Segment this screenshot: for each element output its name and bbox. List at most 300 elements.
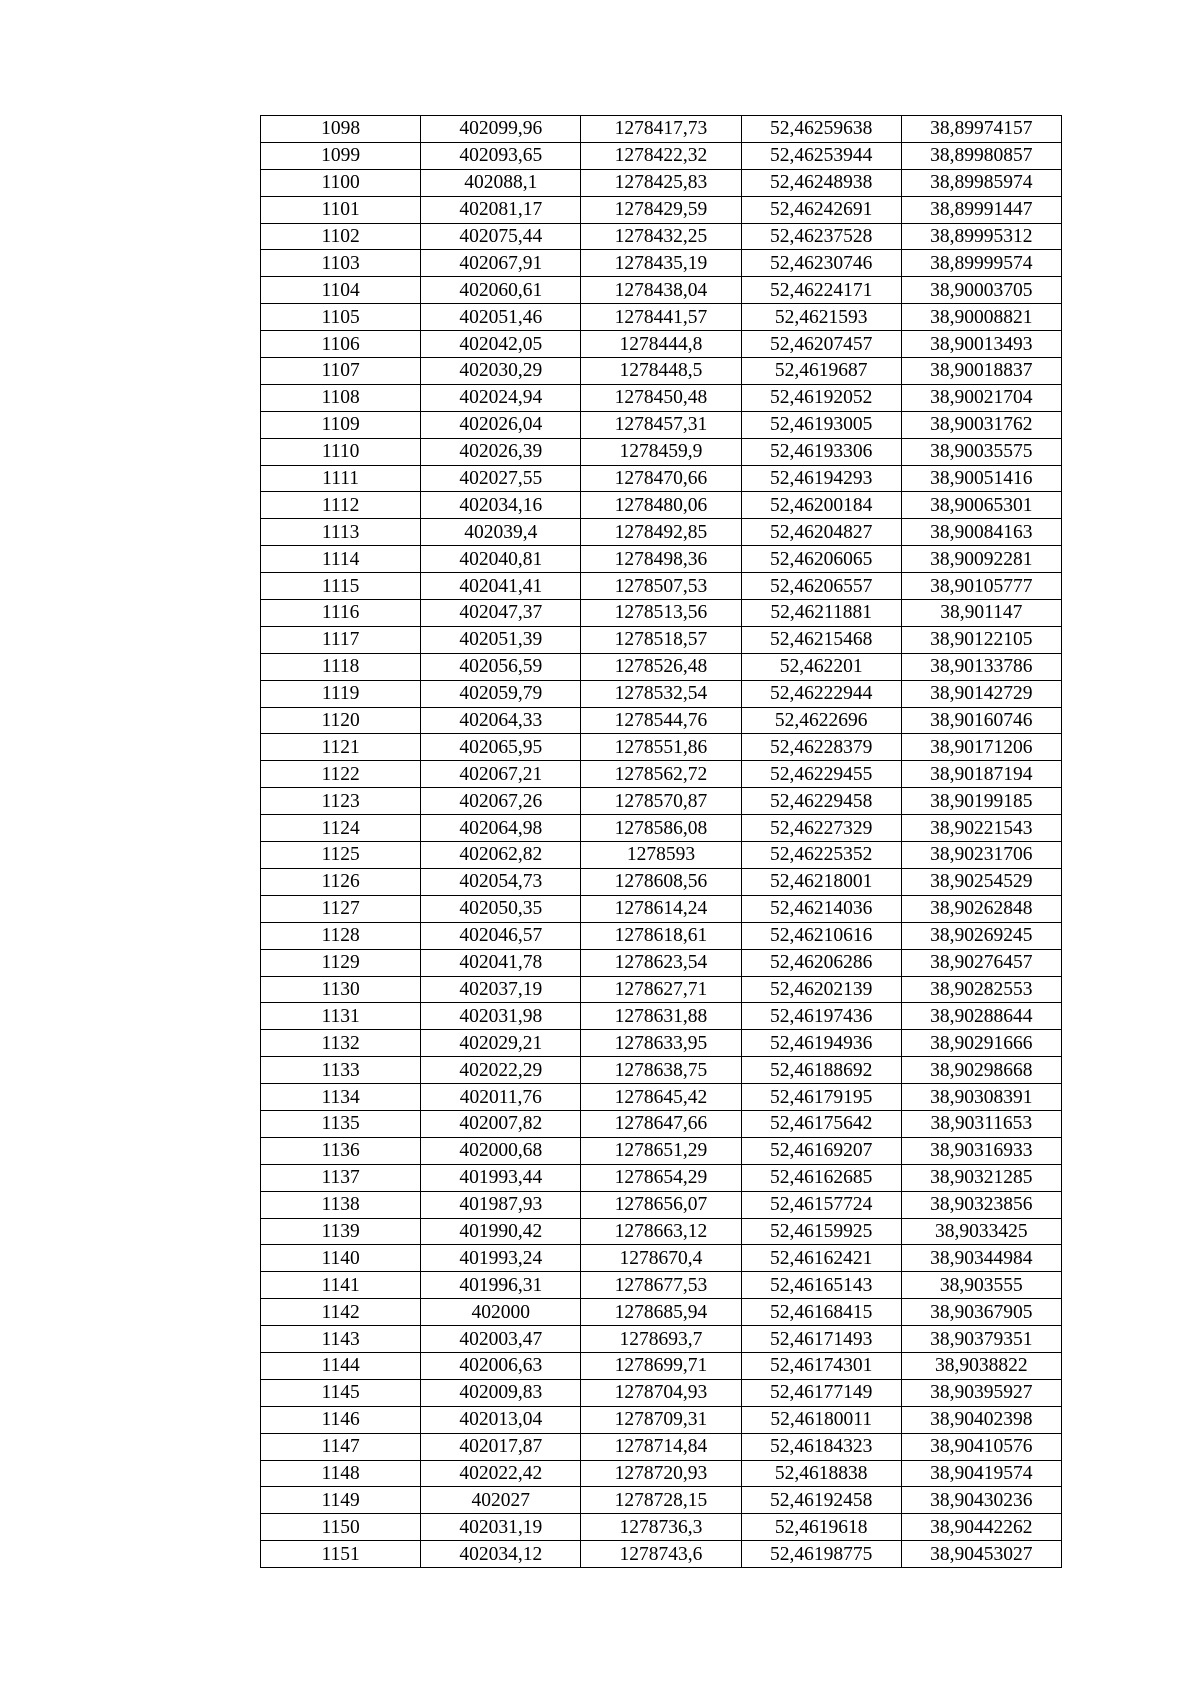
point-number-cell: 1129 [261,949,421,976]
table-row [261,1218,1062,1245]
x-coordinate-cell: 402064,33 [421,707,581,734]
x-coordinate-cell: 402056,59 [421,653,581,680]
latitude-cell: 52,46171493 [741,1326,901,1353]
y-coordinate-cell: 1278444,8 [581,331,741,358]
y-coordinate-cell: 1278570,87 [581,788,741,815]
table-row [261,1406,1062,1433]
longitude-cell: 38,90008821 [901,304,1061,331]
longitude-cell: 38,90453027 [901,1541,1061,1568]
longitude-cell: 38,90231706 [901,842,1061,869]
table-row [261,1030,1062,1057]
table-row [261,1433,1062,1460]
y-coordinate-cell: 1278685,94 [581,1299,741,1326]
x-coordinate-cell: 402030,29 [421,358,581,385]
x-coordinate-cell: 402011,76 [421,1084,581,1111]
point-number-cell: 1150 [261,1514,421,1541]
table-row [261,1460,1062,1487]
table-row [261,438,1062,465]
x-coordinate-cell: 402037,19 [421,976,581,1003]
point-number-cell: 1151 [261,1541,421,1568]
table-row [261,116,1062,143]
table-row [261,358,1062,385]
y-coordinate-cell: 1278647,66 [581,1110,741,1137]
table-row [261,1164,1062,1191]
longitude-cell: 38,90031762 [901,411,1061,438]
latitude-cell: 52,46194936 [741,1030,901,1057]
latitude-cell: 52,46253944 [741,142,901,169]
longitude-cell: 38,90419574 [901,1460,1061,1487]
latitude-cell: 52,46200184 [741,492,901,519]
longitude-cell: 38,90142729 [901,680,1061,707]
x-coordinate-cell: 402088,1 [421,169,581,196]
table-row [261,734,1062,761]
latitude-cell: 52,46206286 [741,949,901,976]
longitude-cell: 38,90254529 [901,868,1061,895]
table-row [261,1487,1062,1514]
latitude-cell: 52,46179195 [741,1084,901,1111]
latitude-cell: 52,46224171 [741,277,901,304]
longitude-cell: 38,90003705 [901,277,1061,304]
latitude-cell: 52,46175642 [741,1110,901,1137]
latitude-cell: 52,46237528 [741,223,901,250]
point-number-cell: 1120 [261,707,421,734]
point-number-cell: 1133 [261,1057,421,1084]
y-coordinate-cell: 1278623,54 [581,949,741,976]
x-coordinate-cell: 401993,24 [421,1245,581,1272]
latitude-cell: 52,46225352 [741,842,901,869]
latitude-cell: 52,46202139 [741,976,901,1003]
longitude-cell: 38,90035575 [901,438,1061,465]
latitude-cell: 52,46218001 [741,868,901,895]
y-coordinate-cell: 1278645,42 [581,1084,741,1111]
x-coordinate-cell: 401993,44 [421,1164,581,1191]
table-row [261,626,1062,653]
y-coordinate-cell: 1278728,15 [581,1487,741,1514]
x-coordinate-cell: 401987,93 [421,1191,581,1218]
table-row [261,815,1062,842]
coordinates-table-body [261,116,1062,1568]
table-row [261,1245,1062,1272]
x-coordinate-cell: 402060,61 [421,277,581,304]
latitude-cell: 52,46210616 [741,922,901,949]
point-number-cell: 1103 [261,250,421,277]
latitude-cell: 52,46229455 [741,761,901,788]
table-row [261,842,1062,869]
y-coordinate-cell: 1278432,25 [581,223,741,250]
latitude-cell: 52,462201 [741,653,901,680]
table-row [261,1191,1062,1218]
latitude-cell: 52,46242691 [741,196,901,223]
longitude-cell: 38,90410576 [901,1433,1061,1460]
longitude-cell: 38,90199185 [901,788,1061,815]
table-row [261,492,1062,519]
x-coordinate-cell: 402047,37 [421,600,581,627]
table-row [261,922,1062,949]
longitude-cell: 38,90276457 [901,949,1061,976]
point-number-cell: 1124 [261,815,421,842]
y-coordinate-cell: 1278693,7 [581,1326,741,1353]
y-coordinate-cell: 1278417,73 [581,116,741,143]
x-coordinate-cell: 402031,19 [421,1514,581,1541]
x-coordinate-cell: 402042,05 [421,331,581,358]
x-coordinate-cell: 402099,96 [421,116,581,143]
longitude-cell: 38,90092281 [901,546,1061,573]
y-coordinate-cell: 1278677,53 [581,1272,741,1299]
latitude-cell: 52,46227329 [741,815,901,842]
point-number-cell: 1114 [261,546,421,573]
point-number-cell: 1137 [261,1164,421,1191]
y-coordinate-cell: 1278720,93 [581,1460,741,1487]
x-coordinate-cell: 402007,82 [421,1110,581,1137]
point-number-cell: 1147 [261,1433,421,1460]
table-row [261,895,1062,922]
latitude-cell: 52,46177149 [741,1379,901,1406]
latitude-cell: 52,46193005 [741,411,901,438]
longitude-cell: 38,90308391 [901,1084,1061,1111]
point-number-cell: 1146 [261,1406,421,1433]
x-coordinate-cell: 402067,91 [421,250,581,277]
longitude-cell: 38,90018837 [901,358,1061,385]
longitude-cell: 38,89980857 [901,142,1061,169]
table-row [261,1110,1062,1137]
y-coordinate-cell: 1278532,54 [581,680,741,707]
latitude-cell: 52,46184323 [741,1433,901,1460]
y-coordinate-cell: 1278714,84 [581,1433,741,1460]
longitude-cell: 38,90171206 [901,734,1061,761]
x-coordinate-cell: 402031,98 [421,1003,581,1030]
point-number-cell: 1106 [261,331,421,358]
longitude-cell: 38,90105777 [901,573,1061,600]
x-coordinate-cell: 402029,21 [421,1030,581,1057]
point-number-cell: 1144 [261,1352,421,1379]
table-row [261,573,1062,600]
point-number-cell: 1126 [261,868,421,895]
latitude-cell: 52,46198775 [741,1541,901,1568]
longitude-cell: 38,90379351 [901,1326,1061,1353]
longitude-cell: 38,90051416 [901,465,1061,492]
y-coordinate-cell: 1278544,76 [581,707,741,734]
x-coordinate-cell: 402034,12 [421,1541,581,1568]
longitude-cell: 38,90344984 [901,1245,1061,1272]
table-row [261,1541,1062,1568]
longitude-cell: 38,90316933 [901,1137,1061,1164]
latitude-cell: 52,46229458 [741,788,901,815]
latitude-cell: 52,46248938 [741,169,901,196]
y-coordinate-cell: 1278608,56 [581,868,741,895]
y-coordinate-cell: 1278438,04 [581,277,741,304]
point-number-cell: 1104 [261,277,421,304]
point-number-cell: 1108 [261,384,421,411]
longitude-cell: 38,90288644 [901,1003,1061,1030]
longitude-cell: 38,9033425 [901,1218,1061,1245]
longitude-cell: 38,90321285 [901,1164,1061,1191]
latitude-cell: 52,46165143 [741,1272,901,1299]
table-row [261,142,1062,169]
y-coordinate-cell: 1278435,19 [581,250,741,277]
table-row [261,1272,1062,1299]
y-coordinate-cell: 1278429,59 [581,196,741,223]
latitude-cell: 52,46192458 [741,1487,901,1514]
x-coordinate-cell: 402024,94 [421,384,581,411]
longitude-cell: 38,90291666 [901,1030,1061,1057]
point-number-cell: 1148 [261,1460,421,1487]
table-row [261,1379,1062,1406]
longitude-cell: 38,90323856 [901,1191,1061,1218]
latitude-cell: 52,46168415 [741,1299,901,1326]
longitude-cell: 38,90402398 [901,1406,1061,1433]
table-row [261,1137,1062,1164]
x-coordinate-cell: 402067,21 [421,761,581,788]
table-row [261,1299,1062,1326]
longitude-cell: 38,89974157 [901,116,1061,143]
x-coordinate-cell: 402054,73 [421,868,581,895]
longitude-cell: 38,90262848 [901,895,1061,922]
table-row [261,519,1062,546]
point-number-cell: 1116 [261,600,421,627]
latitude-cell: 52,4619618 [741,1514,901,1541]
x-coordinate-cell: 402050,35 [421,895,581,922]
longitude-cell: 38,89985974 [901,169,1061,196]
point-number-cell: 1131 [261,1003,421,1030]
table-row [261,653,1062,680]
table-row [261,546,1062,573]
latitude-cell: 52,46211881 [741,600,901,627]
table-row [261,223,1062,250]
table-row [261,465,1062,492]
point-number-cell: 1105 [261,304,421,331]
longitude-cell: 38,90187194 [901,761,1061,788]
table-row [261,411,1062,438]
point-number-cell: 1134 [261,1084,421,1111]
longitude-cell: 38,90269245 [901,922,1061,949]
point-number-cell: 1122 [261,761,421,788]
x-coordinate-cell: 402027 [421,1487,581,1514]
x-coordinate-cell: 402040,81 [421,546,581,573]
table-row [261,196,1062,223]
x-coordinate-cell: 402059,79 [421,680,581,707]
latitude-cell: 52,46222944 [741,680,901,707]
table-row [261,1352,1062,1379]
table-row [261,761,1062,788]
point-number-cell: 1149 [261,1487,421,1514]
y-coordinate-cell: 1278551,86 [581,734,741,761]
point-number-cell: 1118 [261,653,421,680]
y-coordinate-cell: 1278441,57 [581,304,741,331]
latitude-cell: 52,46169207 [741,1137,901,1164]
table-row [261,1003,1062,1030]
latitude-cell: 52,46193306 [741,438,901,465]
longitude-cell: 38,90122105 [901,626,1061,653]
point-number-cell: 1112 [261,492,421,519]
point-number-cell: 1117 [261,626,421,653]
x-coordinate-cell: 402093,65 [421,142,581,169]
y-coordinate-cell: 1278743,6 [581,1541,741,1568]
point-number-cell: 1115 [261,573,421,600]
point-number-cell: 1130 [261,976,421,1003]
point-number-cell: 1123 [261,788,421,815]
y-coordinate-cell: 1278513,56 [581,600,741,627]
y-coordinate-cell: 1278562,72 [581,761,741,788]
longitude-cell: 38,903555 [901,1272,1061,1299]
y-coordinate-cell: 1278704,93 [581,1379,741,1406]
y-coordinate-cell: 1278480,06 [581,492,741,519]
x-coordinate-cell: 402064,98 [421,815,581,842]
x-coordinate-cell: 402022,42 [421,1460,581,1487]
table-row [261,600,1062,627]
point-number-cell: 1142 [261,1299,421,1326]
latitude-cell: 52,46204827 [741,519,901,546]
latitude-cell: 52,46206065 [741,546,901,573]
point-number-cell: 1139 [261,1218,421,1245]
latitude-cell: 52,46162421 [741,1245,901,1272]
y-coordinate-cell: 1278448,5 [581,358,741,385]
x-coordinate-cell: 402046,57 [421,922,581,949]
longitude-cell: 38,90160746 [901,707,1061,734]
point-number-cell: 1141 [261,1272,421,1299]
y-coordinate-cell: 1278470,66 [581,465,741,492]
latitude-cell: 52,46207457 [741,331,901,358]
longitude-cell: 38,89999574 [901,250,1061,277]
table-row [261,976,1062,1003]
point-number-cell: 1100 [261,169,421,196]
point-number-cell: 1111 [261,465,421,492]
point-number-cell: 1127 [261,895,421,922]
longitude-cell: 38,90430236 [901,1487,1061,1514]
x-coordinate-cell: 402051,39 [421,626,581,653]
x-coordinate-cell: 402003,47 [421,1326,581,1353]
point-number-cell: 1138 [261,1191,421,1218]
y-coordinate-cell: 1278425,83 [581,169,741,196]
x-coordinate-cell: 402017,87 [421,1433,581,1460]
x-coordinate-cell: 402000 [421,1299,581,1326]
latitude-cell: 52,46214036 [741,895,901,922]
point-number-cell: 1109 [261,411,421,438]
y-coordinate-cell: 1278422,32 [581,142,741,169]
longitude-cell: 38,90395927 [901,1379,1061,1406]
x-coordinate-cell: 402006,63 [421,1352,581,1379]
latitude-cell: 52,46162685 [741,1164,901,1191]
x-coordinate-cell: 401996,31 [421,1272,581,1299]
table-row [261,788,1062,815]
table-row [261,949,1062,976]
longitude-cell: 38,89995312 [901,223,1061,250]
x-coordinate-cell: 402041,78 [421,949,581,976]
x-coordinate-cell: 402067,26 [421,788,581,815]
latitude-cell: 52,46180011 [741,1406,901,1433]
point-number-cell: 1145 [261,1379,421,1406]
table-row [261,250,1062,277]
longitude-cell: 38,90221543 [901,815,1061,842]
y-coordinate-cell: 1278614,24 [581,895,741,922]
y-coordinate-cell: 1278526,48 [581,653,741,680]
longitude-cell: 38,90133786 [901,653,1061,680]
y-coordinate-cell: 1278631,88 [581,1003,741,1030]
table-row [261,1514,1062,1541]
y-coordinate-cell: 1278654,29 [581,1164,741,1191]
latitude-cell: 52,46188692 [741,1057,901,1084]
longitude-cell: 38,90298668 [901,1057,1061,1084]
x-coordinate-cell: 402051,46 [421,304,581,331]
longitude-cell: 38,901147 [901,600,1061,627]
x-coordinate-cell: 402026,04 [421,411,581,438]
latitude-cell: 52,4621593 [741,304,901,331]
latitude-cell: 52,4618838 [741,1460,901,1487]
longitude-cell: 38,90013493 [901,331,1061,358]
table-row [261,868,1062,895]
latitude-cell: 52,46174301 [741,1352,901,1379]
longitude-cell: 38,90442262 [901,1514,1061,1541]
table-row [261,331,1062,358]
longitude-cell: 38,90084163 [901,519,1061,546]
y-coordinate-cell: 1278457,31 [581,411,741,438]
y-coordinate-cell: 1278663,12 [581,1218,741,1245]
latitude-cell: 52,46157724 [741,1191,901,1218]
longitude-cell: 38,89991447 [901,196,1061,223]
x-coordinate-cell: 402026,39 [421,438,581,465]
longitude-cell: 38,90282553 [901,976,1061,1003]
point-number-cell: 1125 [261,842,421,869]
latitude-cell: 52,46159925 [741,1218,901,1245]
y-coordinate-cell: 1278656,07 [581,1191,741,1218]
point-number-cell: 1102 [261,223,421,250]
y-coordinate-cell: 1278492,85 [581,519,741,546]
x-coordinate-cell: 402000,68 [421,1137,581,1164]
x-coordinate-cell: 402075,44 [421,223,581,250]
x-coordinate-cell: 402013,04 [421,1406,581,1433]
y-coordinate-cell: 1278736,3 [581,1514,741,1541]
table-row [261,707,1062,734]
y-coordinate-cell: 1278498,36 [581,546,741,573]
point-number-cell: 1113 [261,519,421,546]
y-coordinate-cell: 1278709,31 [581,1406,741,1433]
y-coordinate-cell: 1278450,48 [581,384,741,411]
y-coordinate-cell: 1278651,29 [581,1137,741,1164]
point-number-cell: 1099 [261,142,421,169]
table-row [261,277,1062,304]
x-coordinate-cell: 402081,17 [421,196,581,223]
y-coordinate-cell: 1278670,4 [581,1245,741,1272]
point-number-cell: 1121 [261,734,421,761]
point-number-cell: 1119 [261,680,421,707]
longitude-cell: 38,90367905 [901,1299,1061,1326]
latitude-cell: 52,46206557 [741,573,901,600]
point-number-cell: 1136 [261,1137,421,1164]
point-number-cell: 1135 [261,1110,421,1137]
latitude-cell: 52,46230746 [741,250,901,277]
table-row [261,304,1062,331]
latitude-cell: 52,46215468 [741,626,901,653]
latitude-cell: 52,46194293 [741,465,901,492]
latitude-cell: 52,46228379 [741,734,901,761]
x-coordinate-cell: 402062,82 [421,842,581,869]
y-coordinate-cell: 1278618,61 [581,922,741,949]
latitude-cell: 52,4619687 [741,358,901,385]
y-coordinate-cell: 1278633,95 [581,1030,741,1057]
x-coordinate-cell: 401990,42 [421,1218,581,1245]
point-number-cell: 1098 [261,116,421,143]
coordinates-table [260,115,1062,1568]
point-number-cell: 1128 [261,922,421,949]
x-coordinate-cell: 402065,95 [421,734,581,761]
point-number-cell: 1143 [261,1326,421,1353]
y-coordinate-cell: 1278586,08 [581,815,741,842]
latitude-cell: 52,4622696 [741,707,901,734]
table-row [261,384,1062,411]
point-number-cell: 1110 [261,438,421,465]
table-row [261,1057,1062,1084]
y-coordinate-cell: 1278638,75 [581,1057,741,1084]
y-coordinate-cell: 1278593 [581,842,741,869]
